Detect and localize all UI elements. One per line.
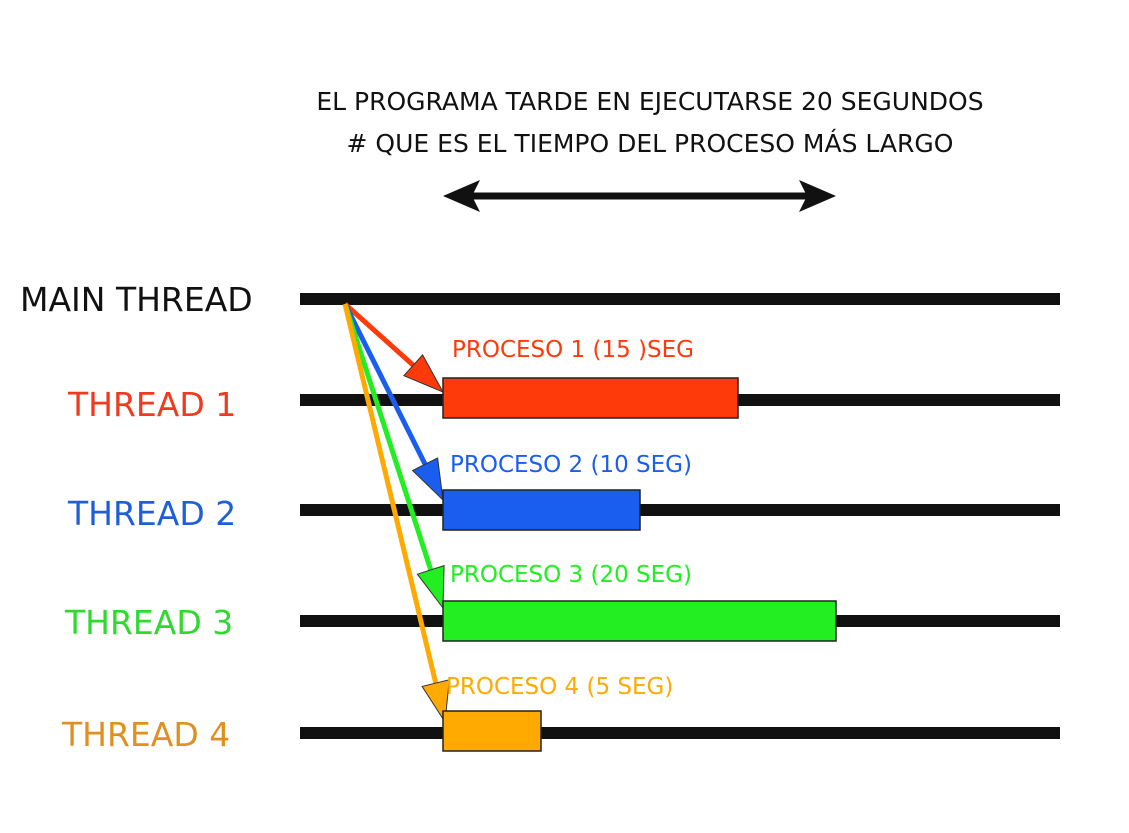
process-4-label: PROCESO 4 (5 SEG)	[446, 674, 674, 700]
process-2-bar	[443, 490, 640, 530]
process-1-bar	[443, 378, 738, 418]
thread-1-label: THREAD 1	[68, 385, 237, 424]
process-2-label: PROCESO 2 (10 SEG)	[450, 452, 692, 478]
spawn-arrow-2-head	[413, 458, 443, 500]
spawn-arrow-2-shaft	[345, 304, 425, 464]
caption-line-2: # QUE ES EL TIEMPO DEL PROCESO MÁS LARGO	[346, 129, 954, 158]
thread-4-label: THREAD 4	[62, 715, 231, 754]
duration-double-arrow	[443, 180, 836, 212]
spawn-arrow-3-head	[417, 566, 444, 608]
caption-line-1: EL PROGRAMA TARDE EN EJECUTARSE 20 SEGUNDOS	[316, 87, 984, 116]
process-3-bar	[443, 601, 836, 641]
process-1-label: PROCESO 1 (15 )SEG	[452, 337, 694, 363]
process-3-label: PROCESO 3 (20 SEG)	[450, 562, 692, 588]
thread-2-label: THREAD 2	[68, 494, 237, 533]
thread-3-label: THREAD 3	[65, 603, 234, 642]
process-4-bar	[443, 711, 541, 751]
main-thread-label: MAIN THREAD	[20, 280, 253, 319]
